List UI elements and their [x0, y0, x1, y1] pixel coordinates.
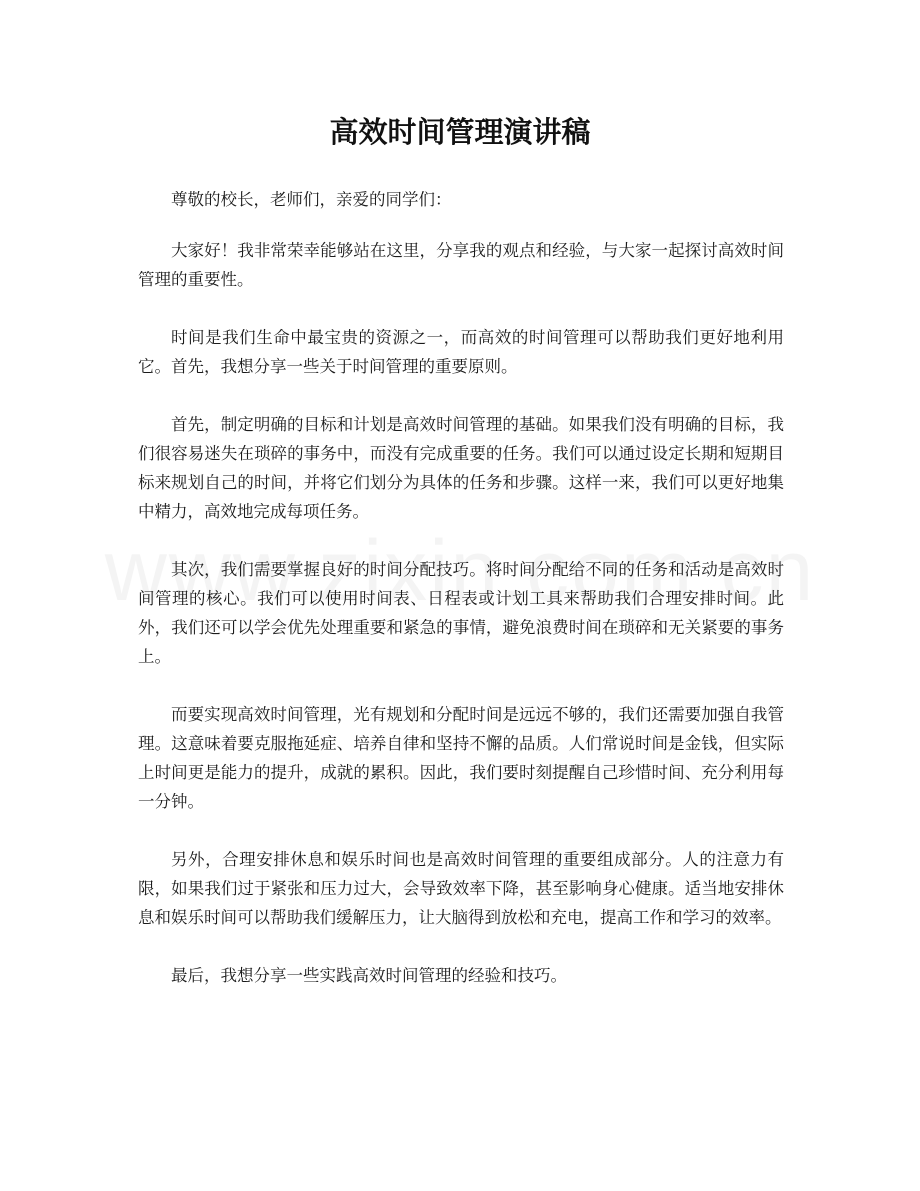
- paragraph-greeting: 尊敬的校长，老师们，亲爱的同学们：: [171, 190, 452, 209]
- paragraph-closing: 最后，我想分享一些实践高效时间管理的经验和技巧。: [171, 966, 567, 985]
- document-body: [138, 185, 784, 1019]
- paragraph-opening: 大家好！我非常荣幸能够站在这里，分享我的观点和经验，与大家一起探讨高效时间管理的重要性。: [138, 241, 784, 289]
- paragraph-rest: 另外，合理安排休息和娱乐时间也是高效时间管理的重要组成部分。人的注意力有限，如果我们过于紧张和压力过大，会导致效率下降，甚至影响身心健康。适当地安排休息和娱乐时间可以帮助我们缓解压力，让大脑得到放松和充电，提高工作和学习的效率。: [138, 850, 784, 927]
- paragraph-goals: 首先，制定明确的目标和计划是高效时间管理的基础。如果我们没有明确的目标，我们很容易迷失在琐碎的事务中，而没有完成重要的任务。我们可以通过设定长期和短期目标来规划自己的时间，并将它们划分为具体的任务和步骤。这样一来，我们可以更好地集中精力，高效地完成每项任务。: [138, 415, 784, 521]
- paragraph-self-management: 而要实现高效时间管理，光有规划和分配时间是远远不够的，我们还需要加强自我管理。这意味着要克服拖延症、培养自律和坚持不懈的品质。人们常说时间是金钱，但实际上时间更是能力的提升，成就的累积。因此，我们要时刻提醒自己珍惜时间、充分利用每一分钟。: [138, 705, 784, 811]
- document-title: 高效时间管理演讲稿: [329, 115, 591, 149]
- paragraph-allocation: 其次，我们需要掌握良好的时间分配技巧。将时间分配给不同的任务和活动是高效时间管理的核心。我们可以使用时间表、日程表或计划工具来帮助我们合理安排时间。此外，我们还可以学会优先处理重要和紧急的事情，避免浪费时间在琐碎和无关紧要的事务上。: [138, 560, 784, 666]
- paragraph-intro: 时间是我们生命中最宝贵的资源之一，而高效的时间管理可以帮助我们更好地利用它。首先，我想分享一些关于时间管理的重要原则。: [138, 328, 784, 376]
